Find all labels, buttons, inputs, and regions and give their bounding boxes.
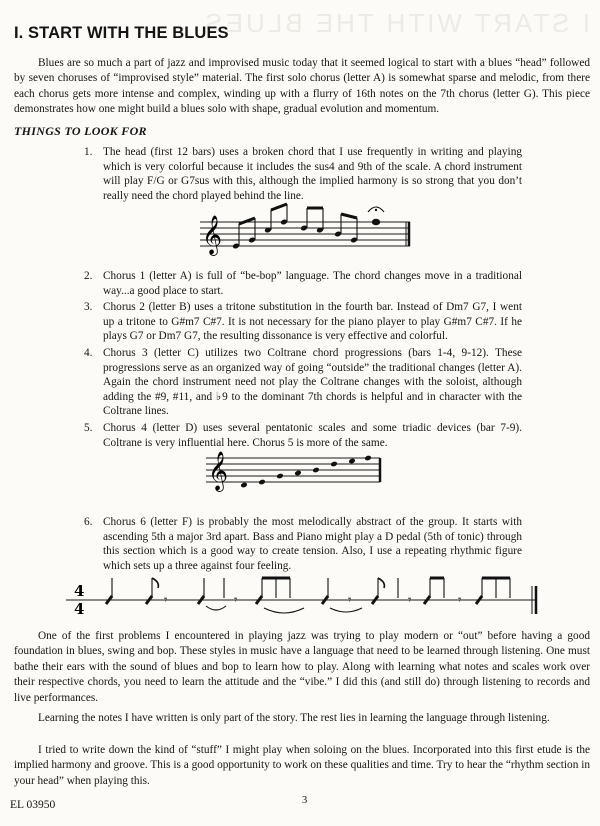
- item-number: 3.: [84, 301, 93, 314]
- beams-and-flags: [152, 578, 510, 588]
- treble-clef-icon: 𝄞: [202, 215, 223, 255]
- item-text: Chorus 4 (letter D) uses several pentatonic scales and some triadic devices (bar 7-9). Coltrane is very influential here. Chorus 5 is more of the same.: [103, 421, 522, 449]
- bleed-through-heading: I START WITH THE BLUES: [202, 8, 590, 38]
- stems: [112, 578, 510, 598]
- item-number: 6.: [84, 516, 93, 528]
- svg-text:𝄾: 𝄾: [458, 593, 462, 608]
- list-item: [84, 515, 522, 573]
- time-signature-top: 4: [74, 582, 85, 600]
- item-text: Chorus 2 (letter B) uses a tritone substitution in the fourth bar. Instead of Dm7 G7, I went up a tritone to G#m7 C#7. It is not necessary for the piano player to play G#m7 C#7. If he plays G7 or Dm7 G7, the resulting dissonance is very effective and colorful.: [103, 301, 522, 343]
- list-item: [84, 300, 522, 344]
- scale-notes: [240, 455, 372, 489]
- item-text: Chorus 3 (letter C) utilizes two Coltrane chord progressions (bars 1-4, 9-12). These progressions serve as an organized way of going “outside” the traditional changes (letter A). Again the chord instrument need not play the Coltrane changes with the soloist, although adding the #9, #11, and ♭9 to the dominant 7th chords is helpful and in character with the Coltrane lines.: [103, 346, 522, 418]
- time-signature-bottom: 4: [74, 600, 85, 618]
- chapter-heading: I. START WITH THE BLUES: [14, 24, 229, 42]
- treble-clef-icon: 𝄞: [208, 451, 229, 491]
- list-item: [84, 269, 522, 298]
- music-example-pentatonic: [206, 440, 386, 500]
- list-item: [84, 346, 522, 419]
- item-text: The head (first 12 bars) uses a broken chord that I use frequently in writing and playing which is very colorful because it includes the sus4 and 9th of the scale. A chord instrument will play F/G or G7sus with this, although the implied harmony is so strong that you don’t really need the chord played behind the line.: [103, 146, 522, 202]
- body-paragraph-2: Learning the notes I have written is only part of the story. The rest lies in learning the language through listening.: [38, 712, 550, 724]
- svg-text:𝄾: 𝄾: [234, 593, 238, 608]
- item-number: 1.: [84, 146, 93, 158]
- things-to-look-for-heading: THINGS TO LOOK FOR: [14, 124, 147, 138]
- item-number: 2.: [84, 270, 93, 282]
- music-example-rhythm: [66, 572, 542, 624]
- music-example-broken-chord: [200, 200, 420, 260]
- points-list-2: [84, 269, 522, 452]
- ties: [206, 606, 362, 613]
- intro-paragraph: Blues are so much a part of jazz and improvised music today that it seemed logical to start with a blues “head” followed by seven choruses of “improvised style” material. The first solo chorus (letter A) is somewhat sparse and melodic, from there each chorus gets more intense and complex, winding up with a flurry of 16th notes on the 7th chorus (letter G). This piece demonstrates how one might build a blues solo with shape, gradual evolution and momentum.: [14, 57, 590, 116]
- item-text: Chorus 1 (letter A) is full of “be-bop” language. The chord changes move in a traditional way...a good place to start.: [103, 270, 522, 297]
- svg-text:𝄾: 𝄾: [164, 593, 168, 608]
- points-list-3: [84, 515, 522, 575]
- svg-text:𝄾: 𝄾: [348, 593, 352, 608]
- page-number: 3: [302, 795, 308, 806]
- svg-text:𝄾: 𝄾: [408, 593, 412, 608]
- list-item: [84, 145, 522, 203]
- item-text: Chorus 6 (letter F) is probably the most melodically abstract of the group. It starts with ascending 5th a major 3rd apart. Bass and Piano might play a D pedal (5th of tonic) through this section which is a good way to create tension. Also, I use a repeating rhythmic figure which sets up a three against four feeling.: [103, 516, 522, 572]
- item-number: 5.: [84, 421, 93, 434]
- catalog-code: EL 03950: [10, 799, 56, 811]
- body-paragraph-1: One of the first problems I encountered in playing jazz was trying to play modern or “out” before having a good foundation in blues, swing and bop. These styles in music have a language that need to be learned through listening. One must bathe their ears with the sound of blues and bop to learn how to play. Along with learning what notes and scales work over their respective chords, you need to learn the attitude and the “vibe.” I did this (and still do) through listening to records and live performances.: [14, 630, 590, 704]
- item-number: 4.: [84, 346, 93, 359]
- body-paragraph-3: I tried to write down the kind of “stuff” I might play when soloing on the blues. Incorporated into this first etude is the implied harmony and groove. This is a good opportunity to work on these qualities and time. Try to hear the “rhythm section in your head” when playing this.: [14, 744, 590, 787]
- eighth-notes: [232, 204, 384, 249]
- points-list-1: [84, 145, 522, 205]
